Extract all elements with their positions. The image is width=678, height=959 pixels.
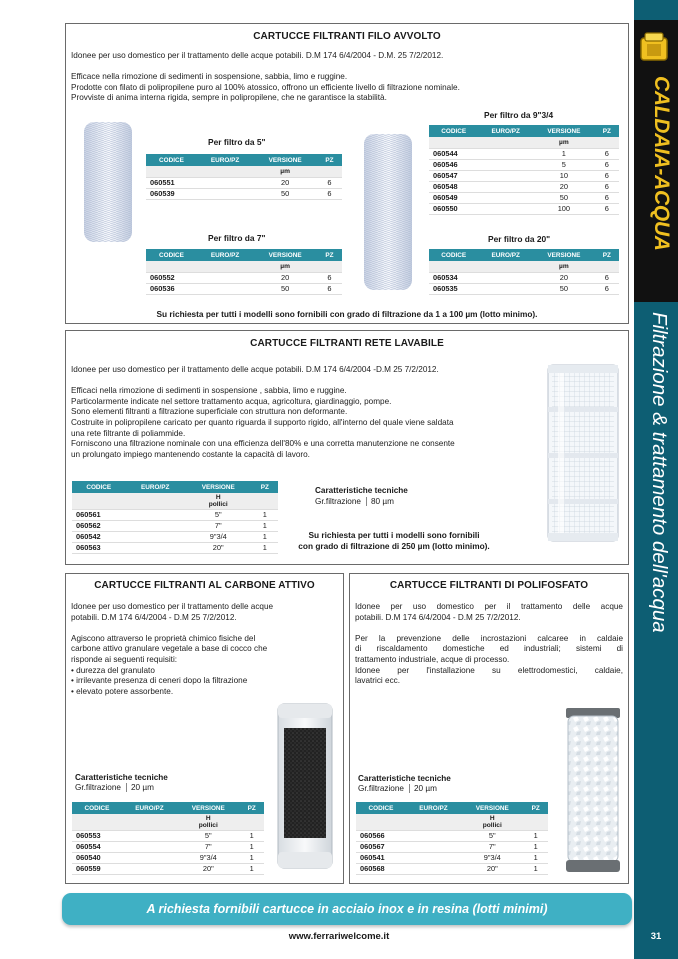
- codes-table-5: CODICE EURO/PZ VERSIONE PZ µm 060551 20 6 060539 50 6: [146, 154, 342, 200]
- table-row: 060562 7" 1: [72, 520, 278, 531]
- table-row: 060563 20" 1: [72, 542, 278, 553]
- mesh-cartridge-image: [544, 361, 622, 545]
- panel-title: CARTUCCE FILTRANTI AL CARBONE ATTIVO: [94, 580, 315, 591]
- table-row: 060567 7" 1: [356, 841, 548, 852]
- table-row: 060566 5" 1: [356, 830, 548, 841]
- table-row: 060539 50 6: [146, 188, 342, 199]
- description: Idonee per uso domestico per il trattamento delle acque potabili. D.M 174 6/4/2004 - D.M. 25 7/2/2012. Efficace nella rimozione di sedimenti in sospensione, sabbia, limo e ruggine. Prodotte con filato di polipropilene puro al 100% atossico, offrono un efficiente livello di filtrazione nominale. Provviste di anima interna rigida, sempre in polipropilene, che ne garantisce la stabilità.: [71, 51, 460, 103]
- table-row: 060568 20" 1: [356, 863, 548, 874]
- panel-title: CARTUCCE FILTRANTI RETE LAVABILE: [250, 338, 444, 349]
- table-row: 060549 50 6: [429, 192, 619, 203]
- table-row: 060547 10 6: [429, 170, 619, 181]
- table-row: 060535 50 6: [429, 283, 619, 294]
- table-row: 060554 7" 1: [72, 841, 264, 852]
- panel-filo-avvolto: [65, 23, 629, 324]
- panel-carbone-attivo: [65, 573, 344, 884]
- carbon-cartridge-image: [272, 700, 338, 872]
- table-caption: Per filtro da 5": [208, 137, 266, 147]
- codes-table-rete: CODICE EURO/PZ VERSIONE PZ H pollici 060561 5" 1 060562 7" 1 060542 9"3/4 1 060563 20" 1: [72, 481, 278, 554]
- wound-cartridge-image: [80, 116, 136, 248]
- table-row: 060534 20 6: [429, 272, 619, 283]
- table-row: 060542 9"3/4 1: [72, 531, 278, 542]
- description: Idonee per uso domestico per il trattamento delle acque potabili. D.M 174 6/4/2004 - D.M 25 7/2/2012. Agiscono attraverso le proprietà chimico fisiche del carbone attivo granulare vegetale a base di cocco che risponde ai seguenti requisiti: • durezza del granulato • irrilevante presenza di ceneri dopo la filtrazione • elevato potere assorbente.: [71, 602, 274, 696]
- table-row: 060561 5" 1: [72, 509, 278, 520]
- section-subtitle: Filtrazione & trattamento dell'acqua: [648, 312, 671, 633]
- table-row: 060551 20 6: [146, 177, 342, 188]
- codes-table-20: CODICE EURO/PZ VERSIONE PZ µm 060534 20 6 060535 50 6: [429, 249, 619, 295]
- table-row: 060536 50 6: [146, 283, 342, 294]
- panel-rete-lavabile: [65, 330, 629, 565]
- cartridge-box-icon: [637, 30, 673, 64]
- tech-specs: Caratteristiche tecniche Gr.filtrazione 20 µm: [75, 773, 168, 792]
- table-row: 060548 20 6: [429, 181, 619, 192]
- table-row: 060546 5 6: [429, 159, 619, 170]
- panel-title: CARTUCCE FILTRANTI DI POLIFOSFATO: [389, 580, 589, 591]
- table-row: 060540 9"3/4 1: [72, 852, 264, 863]
- table-row: 060544 1 6: [429, 148, 619, 159]
- codes-table-polifosfato: CODICE EURO/PZ VERSIONE PZ H pollici 060566 5" 1 060567 7" 1 060541 9"3/4 1 060568 20" 1: [356, 802, 548, 875]
- tech-specs: Caratteristiche tecniche Gr.filtrazione 20 µm: [358, 774, 451, 793]
- description: Idonee per uso domestico per il trattamento delle acque potabili. D.M 174 6/4/2004 - D.M 25 7/2/2012. Per la prevenzione delle incrostazioni calcaree in caldaie di riscaldamento domestiche ed industriali; sistemi di trattamento industriale, acque di processo. Idonee per l'installazione su elettrodomestici, caldaie, lavatrici ecc.: [355, 602, 623, 686]
- page-number: 31: [650, 931, 662, 942]
- table-row: 060541 9"3/4 1: [356, 852, 548, 863]
- codes-table-carbone: CODICE EURO/PZ VERSIONE PZ H pollici 060553 5" 1 060554 7" 1 060540 9"3/4 1 060559 20" 1: [72, 802, 264, 875]
- description: Idonee per uso domestico per il trattamento delle acque potabili. D.M 174 6/4/2004 -D.M 25 7/2/2012. Efficaci nella rimozione di sedimenti in sospensione , sabbia, limo e ruggine. Particolarmente indicate nel settore trattamento acqua, agricoltura, giardinaggio, pompe. Sono elementi filtranti a filtrazione superficiale con struttura non deformante. Costruite in polipropilene caricato per quanto riguarda il supporto rigido, all'interno del quale viene saldata una rete filtrante di poliammide. Forniscono una filtrazione nominale con una efficienza dell'80% e una corretta manutenzione ne consente un prolungato impiego mantenendo costante la capacità di lavoro.: [71, 365, 455, 459]
- footer-banner: A richiesta fornibili cartucce in acciaio inox e in resina (lotti minimi): [62, 893, 632, 925]
- table-row: 060552 20 6: [146, 272, 342, 283]
- table-caption: Per filtro da 7": [208, 233, 266, 243]
- panel-title: CARTUCCE FILTRANTI FILO AVVOLTO: [253, 31, 441, 42]
- availability-note: Su richiesta per tutti i modelli sono fornibili con grado di filtrazione di 250 µm (lotto minimo).: [298, 530, 490, 551]
- panel-polifosfato: [349, 573, 629, 884]
- table-caption: Per filtro da 20": [488, 234, 551, 244]
- codes-table-7: CODICE EURO/PZ VERSIONE PZ µm 060552 20 6 060536 50 6: [146, 249, 342, 295]
- table-row: 060559 20" 1: [72, 863, 264, 874]
- polyphosphate-cartridge-image: [562, 706, 624, 874]
- website-link[interactable]: www.ferrariwelcome.it: [288, 931, 390, 942]
- availability-note: Su richiesta per tutti i modelli sono fornibili con grado di filtrazione da 1 a 100 µm (lotto minimo).: [156, 309, 538, 319]
- codes-table-9-3-4: CODICE EURO/PZ VERSIONE PZ µm 060544 1 6 060546 5 6 060547 10 6 060548 20 6 060549 50 6 060550 100 6: [429, 125, 619, 215]
- wound-cartridge-image: [360, 128, 416, 296]
- section-title: CALDAIA-ACQUA: [650, 76, 673, 251]
- table-caption: Per filtro da 9"3/4: [484, 110, 554, 120]
- table-row: 060553 5" 1: [72, 830, 264, 841]
- tech-specs: Caratteristiche tecniche Gr.filtrazione 80 µm: [315, 486, 408, 506]
- table-row: 060550 100 6: [429, 203, 619, 214]
